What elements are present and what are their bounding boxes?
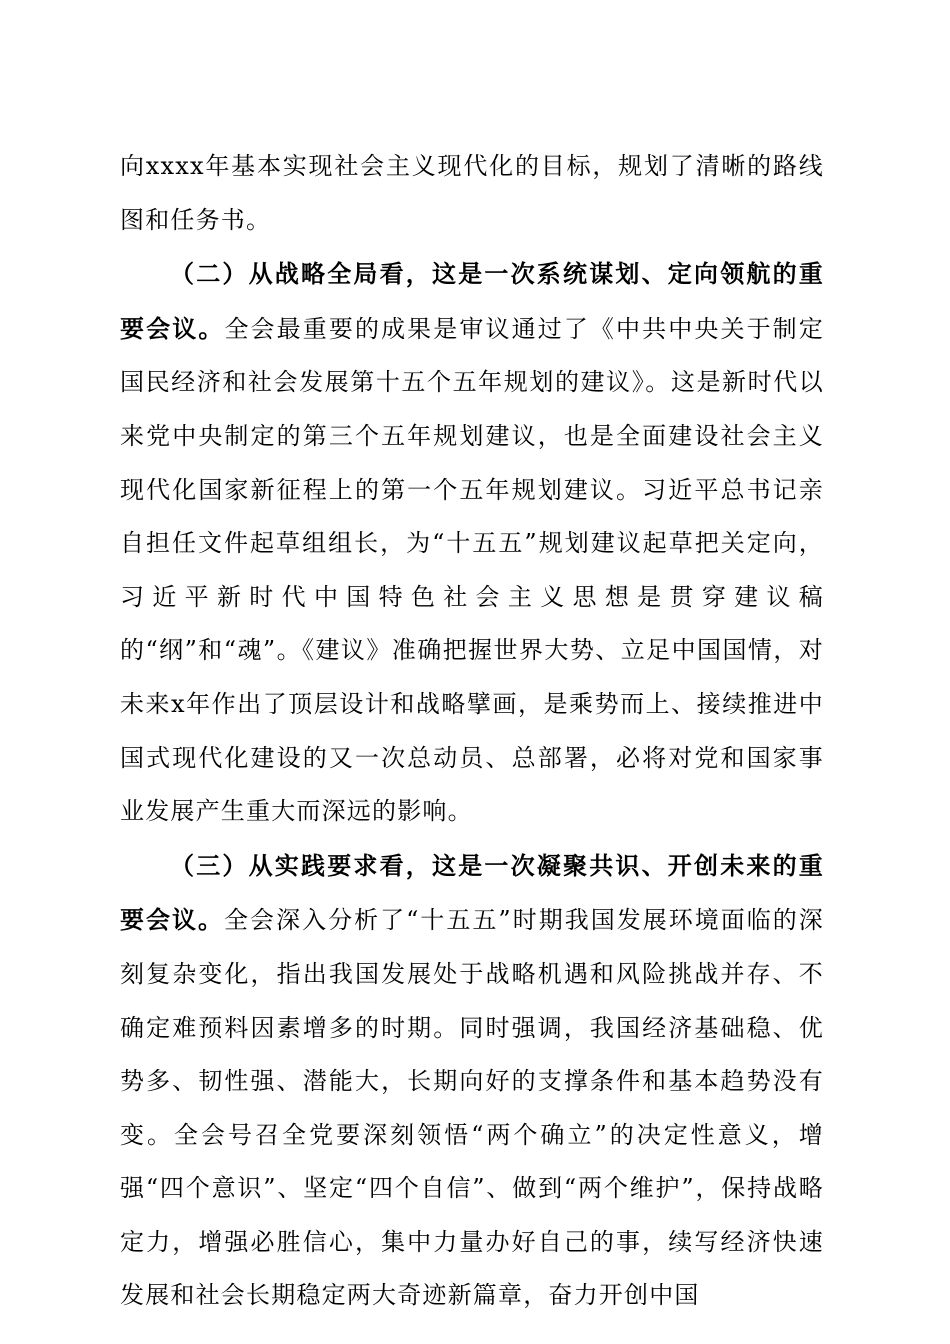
- paragraph-text: 向xxxx年基本实现社会主义现代化的目标，规划了清晰的路线图和任务书。: [120, 152, 824, 234]
- document-page: [120, 140, 824, 1323]
- paragraph-section-three: [120, 839, 824, 1323]
- paragraph-section-two: [120, 247, 824, 839]
- section-heading: （二）从战略全局看，这是一次系统谋划、定向领航的重要会议。: [120, 259, 824, 343]
- section-body: 全会深入分析了“十五五”时期我国发展环境面临的深刻复杂变化，指出我国发展处于战略机遇和风险挑战并存、不确定难预料因素增多的时期。同时强调，我国经济基础稳、优势多、韧性强、潜能大，长期向好的支撑条件和基本趋势没有变。全会号召全党要深刻领悟“两个确立”的决定性意义，增强“四个意识”、坚定“四个自信”、做到“两个维护”，保持战略定力，增强必胜信心，集中力量办好自己的事，续写经济快速发展和社会长期稳定两大奇迹新篇章，奋力开创中国: [120, 906, 824, 1310]
- section-body: 全会最重要的成果是审议通过了《中共中央关于制定国民经济和社会发展第十五个五年规划的建议》。这是新时代以来党中央制定的第三个五年规划建议，也是全面建设社会主义现代化国家新征程上的第一个五年规划建议。习近平总书记亲自担任文件起草组组长，为“十五五”规划建议起草把关定向，习近平新时代中国特色社会主义思想是贯穿建议稿的“纲”和“魂”。《建议》准确把握世界大势、立足中国国情，对未来x年作出了顶层设计和战略擘画，是乘势而上、接续推进中国式现代化建设的又一次总动员、总部署，必将对党和国家事业发展产生重大而深远的影响。: [120, 314, 824, 826]
- section-heading: （三）从实践要求看，这是一次凝聚共识、开创未来的重要会议。: [120, 850, 824, 935]
- paragraph-continuation: [120, 140, 824, 247]
